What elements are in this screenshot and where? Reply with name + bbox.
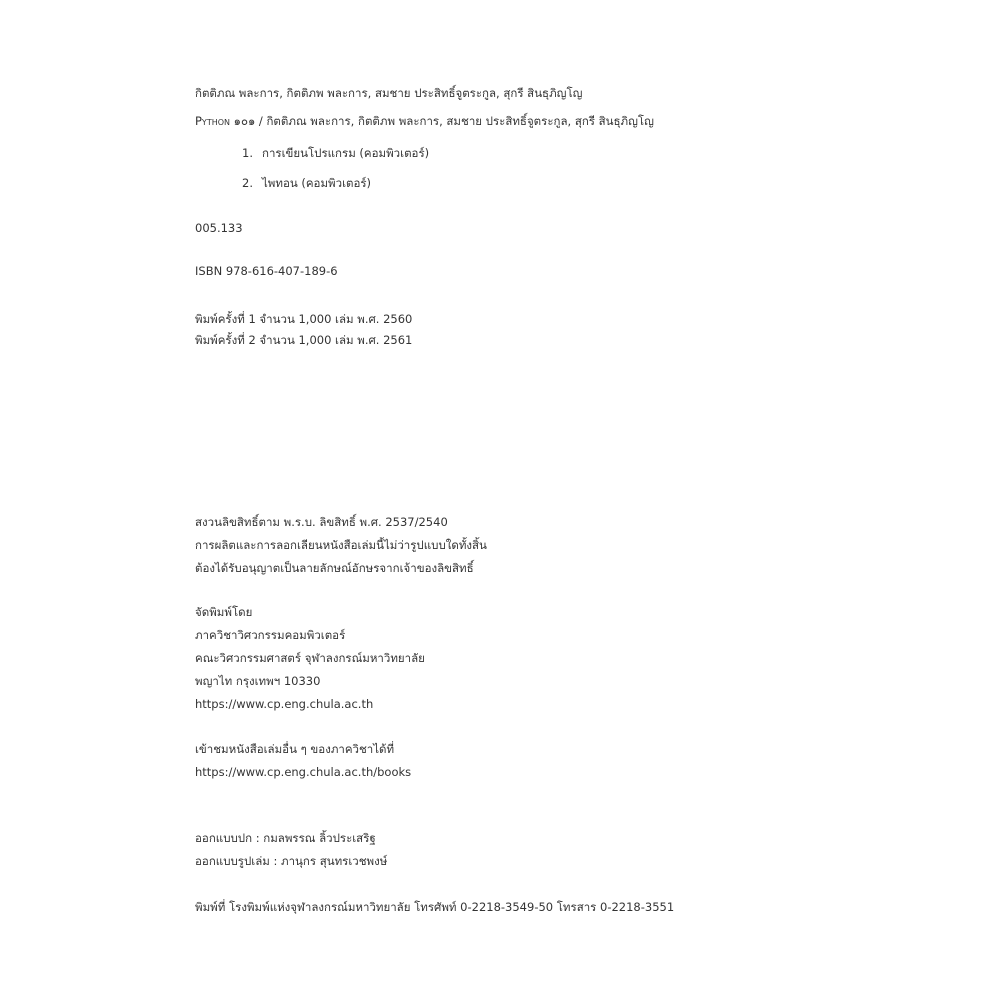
publisher-website: https://www.cp.eng.chula.ac.th [195, 697, 374, 711]
cover-designer: ออกแบบปก : กมลพรรณ ลิ้วประเสริฐ [195, 831, 376, 845]
title-prefix: Python ๑๐๑ [195, 114, 256, 128]
copyright-line-3: ต้องได้รับอนุญาตเป็นลายลักษณ์อักษรจากเจ้าของลิขสิทธิ์ [195, 561, 474, 575]
books-website: https://www.cp.eng.chula.ac.th/books [195, 765, 412, 779]
publisher-faculty: คณะวิศวกรรมศาสตร์ จุฬาลงกรณ์มหาวิทยาลัย [195, 651, 425, 665]
authors-line: กิตติภณ พละการ, กิตติภพ พละการ, สมชาย ประสิทธิ์จูตระกูล, สุกรี สินธุภิญโญ [195, 86, 583, 100]
publisher-address: พญาไท กรุงเทพฯ 10330 [195, 674, 321, 688]
subject-text-2: ไพทอน (คอมพิวเตอร์) [262, 176, 372, 190]
subject-number-2: 2. [242, 176, 253, 190]
title-suffix: / กิตติภณ พละการ, กิตติภพ พละการ, สมชาย ประสิทธิ์จูตระกูล, สุกรี สินธุภิญโญ [255, 114, 654, 128]
subject-text-1: การเขียนโปรแกรม (คอมพิวเตอร์) [262, 146, 430, 160]
books-heading: เข้าชมหนังสือเล่มอื่น ๆ ของภาควิชาได้ที่ [195, 742, 395, 756]
publisher-department: ภาควิชาวิศวกรรมคอมพิวเตอร์ [195, 628, 346, 642]
publisher-heading: จัดพิมพ์โดย [195, 605, 253, 619]
layout-designer: ออกแบบรูปเล่ม : ภานุกร สุนทรเวชพงษ์ [195, 854, 388, 868]
isbn: ISBN 978-616-407-189-6 [195, 264, 338, 278]
title-line [195, 113, 654, 129]
copyright-line-1: สงวนลิขสิทธิ์ตาม พ.ร.บ. ลิขสิทธิ์ พ.ศ. 2537/2540 [195, 515, 448, 529]
subject-number-1: 1. [242, 146, 253, 160]
classification-number: 005.133 [195, 221, 243, 235]
copyright-line-2: การผลิตและการลอกเลียนหนังสือเล่มนี้ไม่ว่ารูปแบบใดทั้งสิ้น [195, 538, 487, 552]
printing-2: พิมพ์ครั้งที่ 2 จำนวน 1,000 เล่ม พ.ศ. 2561 [195, 333, 413, 347]
printer-info: พิมพ์ที่ โรงพิมพ์แห่งจุฬาลงกรณ์มหาวิทยาลัย โทรศัพท์ 0-2218-3549-50 โทรสาร 0-2218-3551 [195, 900, 675, 914]
printing-1: พิมพ์ครั้งที่ 1 จำนวน 1,000 เล่ม พ.ศ. 2560 [195, 312, 413, 326]
